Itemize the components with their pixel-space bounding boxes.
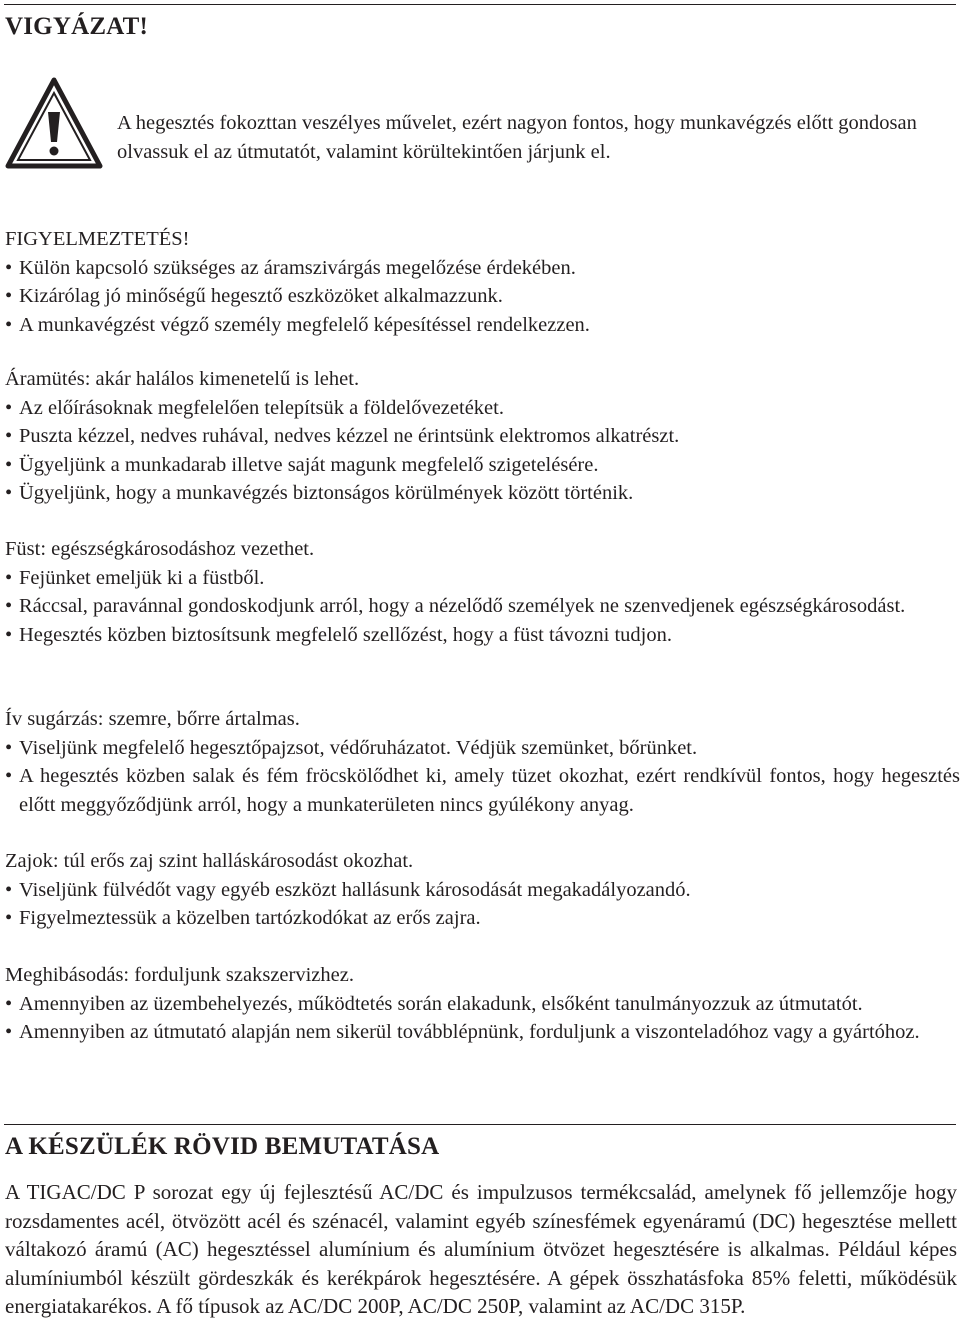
section-zajok [5, 847, 960, 933]
section-fust [5, 535, 960, 649]
section-iv [5, 705, 960, 819]
list-item: • A hegesztés közben salak és fém fröcskölődhet ki, amely tüzet okozhat, ezért rendkívül fontos, hogy hegesztés előtt meggyőződjünk arról, hogy a munkaterületen nincs gyúlékony anyag. [5, 762, 960, 819]
list-item: • Amennyiben az üzembehelyezés, működtetés során elakadunk, elsőként tanulmányozzuk az útmutatót. [5, 990, 960, 1019]
list-item: • Figyelmeztessük a közelben tartózkodókat az erős zajra. [5, 904, 960, 933]
list-item: • Viseljünk fülvédőt vagy egyéb eszközt hallásunk károsodását megakadályozandó. [5, 876, 960, 905]
bullet-icon: • [5, 1021, 13, 1043]
bullet-icon: • [5, 907, 13, 929]
bullet-icon: • [5, 482, 13, 504]
list-item: • Hegesztés közben biztosítsunk megfelelő szellőzést, hogy a füst távozni tudjon. [5, 621, 960, 650]
section-title: Áramütés: akár halálos kimenetelű is lehet. [5, 368, 360, 390]
section-meghibasodas [5, 961, 960, 1047]
list-item: • Külön kapcsoló szükséges az áramszivárgás megelőzése érdekében. [5, 254, 960, 283]
bullet-icon: • [5, 878, 13, 901]
bullet-icon: • [5, 992, 13, 1015]
list-item: • Puszta kézzel, nedves ruhával, nedves kézzel ne érintsünk elektromos alkatrészt. [5, 422, 960, 451]
warning-intro: A hegesztés fokozttan veszélyes művelet, ezért nagyon fontos, hogy munkavégzés előtt gondosan olvassuk el az útmutatót, valamint körültekintően járjunk el. [117, 112, 917, 163]
section-aramutes [5, 365, 960, 508]
device-heading: A KÉSZÜLÉK RÖVID BEMUTATÁSA [5, 1133, 440, 1160]
list-item: • Ügyeljünk, hogy a munkavégzés biztonságos körülmények között történik. [5, 479, 960, 508]
bullet-icon: • [5, 566, 13, 589]
bullet-icon: • [5, 736, 13, 759]
list-item: • A munkavégzést végző személy megfelelő képesítéssel rendelkezzen. [5, 311, 960, 340]
section-title: FIGYELMEZTETÉS! [5, 228, 190, 250]
list-item: • Kizárólag jó minőségű hegesztő eszközöket alkalmazzunk. [5, 282, 960, 311]
section-title: Meghibásodás: forduljunk szakszervizhez. [5, 964, 354, 986]
list-item: • Ráccsal, paravánnal gondoskodjunk arról, hogy a nézelődő személyek ne szenvedjenek egészségkárosodást. [5, 592, 960, 621]
section-title: Ív sugárzás: szemre, bőrre ártalmas. [5, 708, 300, 730]
section-title: Zajok: túl erős zaj szint halláskárosodást okozhat. [5, 850, 414, 872]
warning-heading: VIGYÁZAT! [5, 13, 149, 40]
device-rule [4, 1124, 956, 1125]
top-rule [4, 4, 956, 5]
device-description: A TIGAC/DC P sorozat egy új fejlesztésű AC/DC és impulzusos termékcsalád, amelynek fő jellemzője hogy rozsdamentes acél, ötvözött acél és szénacél, valamint egyéb színesfémek egyenáramú (DC) hegesztése mellett váltakozó áramú (AC) hegesztéssel alumínium és alumínium ötvözet hegesztésére is alkalmas. Például képes alumíniumból készült gördeszkák és kerékpárok hegesztésére. A gépek összhatásfoka 85% feletti, működésük energiatakarékos. A fő típusok az AC/DC 200P, AC/DC 250P, valamint az AC/DC 315P. [5, 1180, 957, 1318]
bullet-icon: • [5, 595, 13, 617]
bullet-icon: • [5, 396, 13, 419]
warning-triangle-icon [4, 76, 104, 172]
list-item: • Az előírásoknak megfelelően telepítsük a földelővezetéket. [5, 394, 960, 423]
bullet-icon: • [5, 425, 13, 447]
list-item: • Ügyeljünk a munkadarab illetve saját magunk megfelelő szigetelésére. [5, 451, 960, 480]
bullet-icon: • [5, 453, 13, 476]
section-title: Füst: egészségkárosodáshoz vezethet. [5, 538, 315, 560]
list-item: • Viseljünk megfelelő hegesztőpajzsot, védőruházatot. Védjük szemünket, bőrünket. [5, 734, 960, 763]
bullet-icon: • [5, 623, 13, 646]
bullet-icon: • [5, 285, 13, 307]
section-figyelmeztetes [5, 225, 960, 339]
list-item: • Fejünket emeljük ki a füstből. [5, 564, 960, 593]
list-item: • Amennyiben az útmutató alapján nem sikerül továbblépnünk, forduljunk a viszonteladóhoz vagy a gyártóhoz. [5, 1018, 960, 1047]
bullet-icon: • [5, 256, 13, 279]
bullet-icon: • [5, 313, 13, 336]
bullet-icon: • [5, 765, 13, 787]
